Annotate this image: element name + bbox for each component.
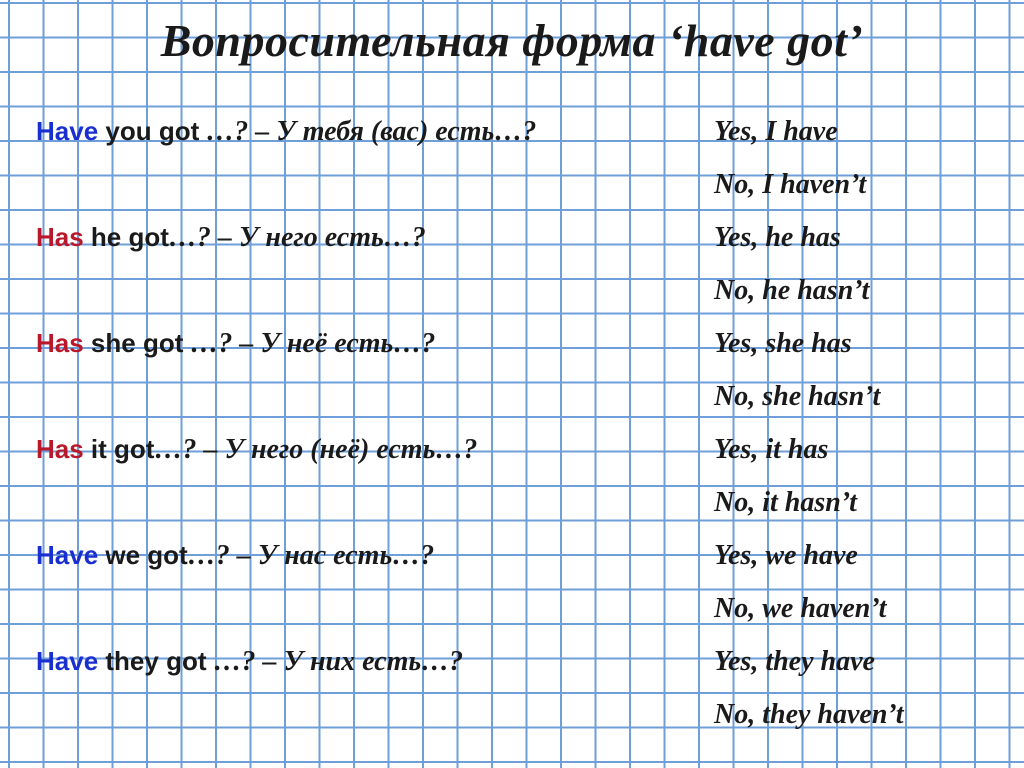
question-row xyxy=(0,214,1024,267)
question-translation: …? – У неё есть…? xyxy=(183,328,436,359)
answer-yes: Yes, it has xyxy=(714,434,829,465)
answer-no: No, she hasn’t xyxy=(714,381,881,412)
question-text xyxy=(36,540,434,572)
answer-row xyxy=(0,585,1024,638)
question-translation: …? – У него есть…? xyxy=(168,222,426,253)
question-row xyxy=(0,638,1024,691)
answer-row xyxy=(0,479,1024,532)
answer-row xyxy=(0,373,1024,426)
question-row xyxy=(0,320,1024,373)
answer-yes: Yes, they have xyxy=(714,646,875,677)
question-text xyxy=(36,116,536,148)
auxiliary-verb: Have xyxy=(36,540,99,570)
question-translation: …? – У тебя (вас) есть…? xyxy=(199,116,537,147)
question-translation: …? – У него (неё) есть…? xyxy=(154,434,478,465)
question-row xyxy=(0,108,1024,161)
question-translation: …? – У нас есть…? xyxy=(187,540,435,571)
slide-title: Вопросительная форма ‘have got’ xyxy=(160,15,864,66)
subject-got: he got xyxy=(83,222,169,252)
subject-got: they got xyxy=(98,646,207,676)
answer-row xyxy=(0,161,1024,214)
auxiliary-verb: Has xyxy=(36,328,84,358)
answer-no: No, they haven’t xyxy=(714,699,904,730)
answer-yes: Yes, we have xyxy=(714,540,858,571)
answer-yes: Yes, he has xyxy=(714,222,841,253)
answer-yes: Yes, I have xyxy=(714,116,838,147)
auxiliary-verb: Has xyxy=(36,434,84,464)
answer-row xyxy=(0,691,1024,744)
subject-got: we got xyxy=(98,540,188,570)
phrase-list xyxy=(0,108,1024,744)
question-text xyxy=(36,328,435,360)
answer-no: No, we haven’t xyxy=(714,593,887,624)
answer-no: No, I haven’t xyxy=(714,169,867,200)
auxiliary-verb: Have xyxy=(36,646,99,676)
question-translation: …? – У них есть…? xyxy=(206,646,464,677)
question-row xyxy=(0,532,1024,585)
question-text xyxy=(36,434,477,466)
question-text xyxy=(36,646,463,678)
auxiliary-verb: Have xyxy=(36,116,99,146)
subject-got: you got xyxy=(98,116,200,146)
answer-row xyxy=(0,267,1024,320)
answer-no: No, it hasn’t xyxy=(714,487,857,518)
question-text xyxy=(36,222,426,254)
answer-no: No, he hasn’t xyxy=(714,275,870,306)
answer-yes: Yes, she has xyxy=(714,328,852,359)
auxiliary-verb: Has xyxy=(36,222,84,252)
subject-got: she got xyxy=(83,328,184,358)
subject-got: it got xyxy=(83,434,155,464)
question-row xyxy=(0,426,1024,479)
